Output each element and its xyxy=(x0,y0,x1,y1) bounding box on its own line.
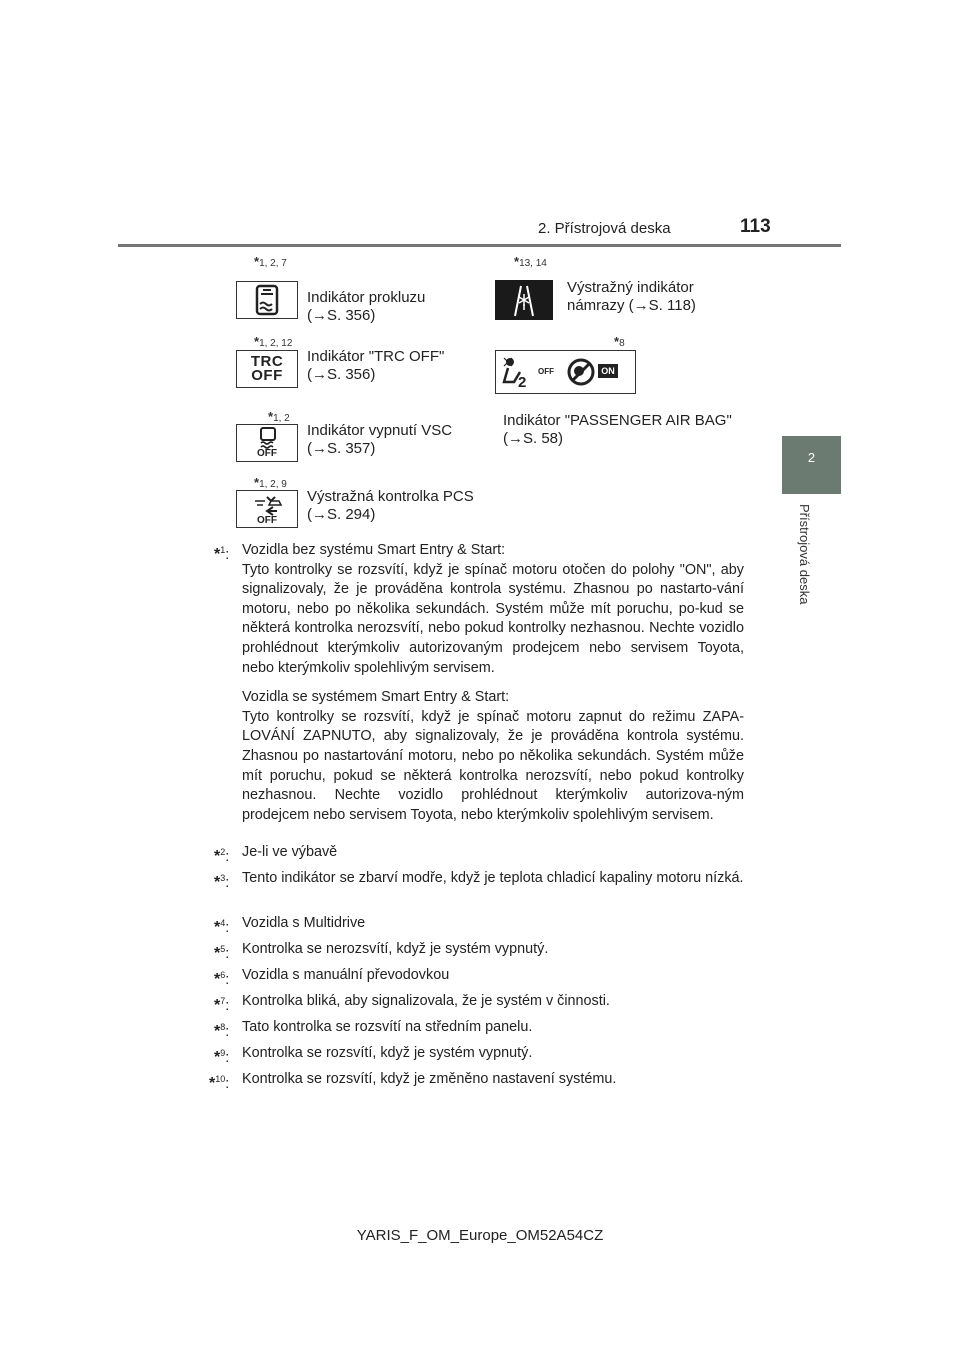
frost-indicator-text: Výstražný indikátor námrazy (→S. 118) xyxy=(567,279,696,314)
airbag-on-label: ON xyxy=(598,364,618,378)
footnote-5: *$^5$: Kontrolka se nerozsvítí, když je systém vypnutý. xyxy=(214,941,549,962)
chapter-tab xyxy=(782,436,841,494)
chapter-tab-label: Přístrojová deska xyxy=(797,504,812,605)
page-number: 113 xyxy=(740,216,771,237)
section-title: 2. Přístrojová deska xyxy=(538,220,671,237)
passenger-airbag-icon xyxy=(495,350,636,394)
vsc-off-icon-label: OFF xyxy=(257,448,277,459)
svg-text:2: 2 xyxy=(518,374,527,390)
airbag-off-label: OFF xyxy=(538,367,554,376)
pcs-indicator-text: Výstražná kontrolka PCS (→S. 294) xyxy=(307,488,474,523)
footnote-9: *$^9$: Kontrolka se rozsvítí, když je systém vypnutý. xyxy=(214,1045,533,1066)
footnote-paragraph: Vozidla bez systému Smart Entry & Start: Tyto kontrolky se rozsvítí, když je spínač motoru otočen do polohy "ON", aby signalizovaly, že je prováděna kontrola systému. Zhasnou po nastarto-vání motoru, nebo po několika sekundách. Systém může mít poruchu, po-kud se některá kontrolka nerozsvítí, nebo pokud kontrolky nezhasnou. Nechte vozidlo prohlédnout kterýmkoliv autorizovaným prodejcem nebo servisem Toyota, nebo kterýmkoliv spolehlivým servisem. xyxy=(242,542,744,676)
footnote-3: *$^3$: Tento indikátor se zbarví modře, když je teplota chladicí kapaliny motoru nízká. xyxy=(214,870,744,891)
trc-off-indicator-text: Indikátor "TRC OFF" (→S. 356) xyxy=(307,348,445,383)
footnote-7: *$^7$: Kontrolka bliká, aby signalizovala, že je systém v činnosti. xyxy=(214,993,610,1014)
frost-warning-icon xyxy=(495,280,553,320)
indicator-footnote-ref: *1, 2 xyxy=(268,409,290,424)
footnote-8: *$^8$: Tato kontrolka se rozsvítí na středním panelu. xyxy=(214,1019,533,1040)
slip-indicator-icon xyxy=(236,281,298,319)
chapter-tab-number: 2 xyxy=(807,450,816,465)
slip-indicator-text: Indikátor prokluzu (→S. 356) xyxy=(307,289,426,324)
indicator-footnote-ref: *8 xyxy=(614,334,625,349)
footnote-4: *$^4$: Vozidla s Multidrive xyxy=(214,915,366,936)
trc-off-icon xyxy=(236,350,298,388)
footnote-1: *$^1$: Vozidla bez systému Smart Entry & Start: Tyto kontrolky se rozsvítí, když je spínač motoru otočen do polohy "ON", aby signalizovaly, že je prováděna kontrola systému. Zhasnou po nastarto-vání motoru, nebo po několika sekundách. Systém může mít poruchu, po-kud se některá kontrolka nerozsvítí, nebo pokud kontrolky nezhasnou. Nechte vozidlo prohlédnout kterýmkoliv autorizovaným prodejcem nebo servisem Toyota, nebo kterýmkoliv spolehlivým servisem. Vozidla se systémem Smart Entry & Start: Tyto kontrolky se rozsvítí, když je spínač motoru zapnut do režimu ZAPA-LOVÁNÍ ZAPNUTO, aby signalizovaly, že je prováděna kontrola systému. Zhasnou po nastartování motoru, nebo po několika sekundách. Systém může mít poruchu, pokud se některá kontrolka nerozsvítí, nebo pokud kontrolky nezhasnou. Nechte vozidlo prohlédnout kterýmkoliv autorizova-ným prodejcem nebo servisem Toyota, nebo kterýmkoliv spolehlivým servisem. xyxy=(214,541,744,825)
indicator-footnote-ref: *1, 2, 12 xyxy=(254,334,293,349)
indicator-footnote-ref: *1, 2, 7 xyxy=(254,254,287,269)
pcs-warning-icon xyxy=(236,490,298,528)
document-code: YARIS_F_OM_Europe_OM52A54CZ xyxy=(356,1227,604,1244)
footnote-6: *$^6$: Vozidla s manuální převodovkou xyxy=(214,967,450,988)
passenger-airbag-indicator-text: Indikátor "PASSENGER AIR BAG" (→S. 58) xyxy=(503,412,732,447)
trc-off-icon-label: TRC OFF xyxy=(250,353,284,384)
vsc-off-icon xyxy=(236,424,298,462)
footnote-paragraph: Vozidla se systémem Smart Entry & Start: Tyto kontrolky se rozsvítí, když je spínač motoru zapnut do režimu ZAPA-LOVÁNÍ ZAPNUTO, aby signalizovaly, že je prováděna kontrola systému. Zhasnou po nastartování motoru, nebo po několika sekundách. Systém může mít poruchu, pokud se některá kontrolka nerozsvítí, nebo pokud kontrolky nezhasnou. Nechte vozidlo prohlédnout kterýmkoliv autorizova-ným prodejcem nebo servisem Toyota, nebo kterýmkoliv spolehlivým servisem. xyxy=(242,689,744,823)
vsc-off-indicator-text: Indikátor vypnutí VSC (→S. 357) xyxy=(307,422,453,457)
indicator-footnote-ref: *13, 14 xyxy=(514,254,547,269)
footnote-10: *$^{10}$: Kontrolka se rozsvítí, když je změněno nastavení systému. xyxy=(209,1071,617,1092)
indicator-footnote-ref: *1, 2, 9 xyxy=(254,475,287,490)
header-rule xyxy=(118,244,841,247)
pcs-off-icon-label: OFF xyxy=(257,515,277,526)
footnote-2: *$^2$: Je-li ve výbavě xyxy=(214,844,338,865)
